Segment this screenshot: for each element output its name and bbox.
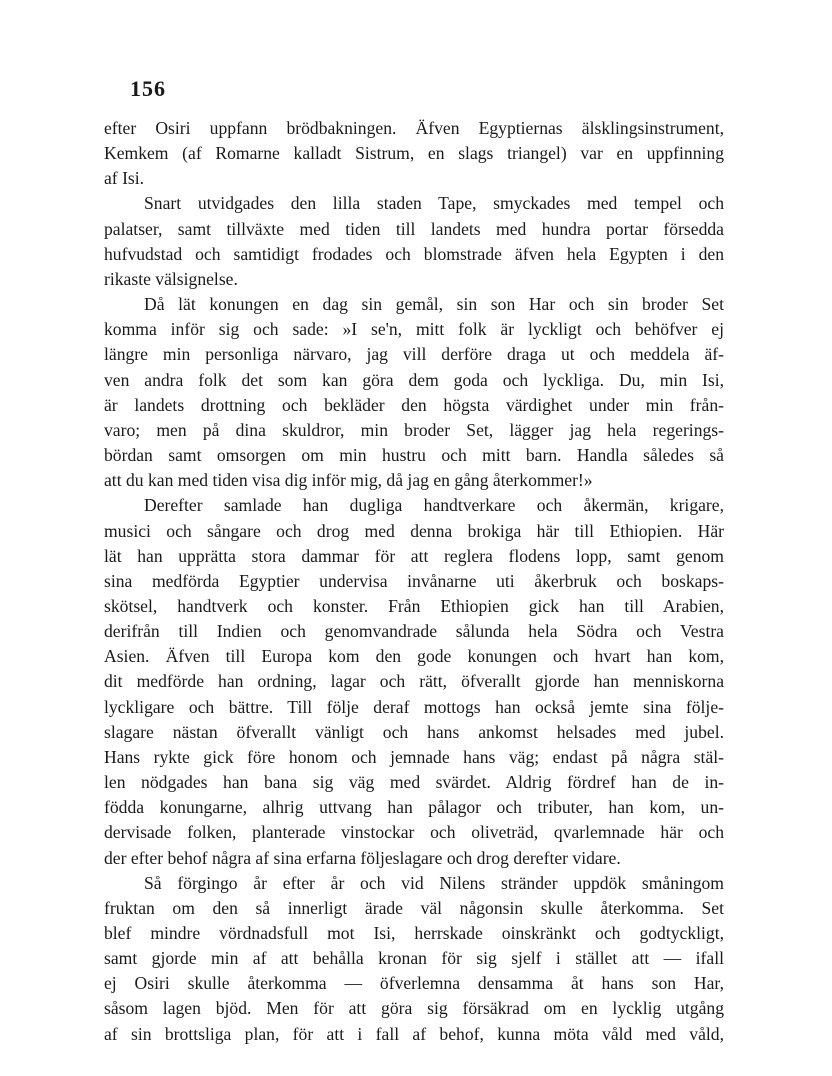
text-line: af Isi. xyxy=(104,168,145,189)
text-line: sina medförda Egyptier undervisa invånarne uti åkerbruk och boskaps- xyxy=(104,570,724,591)
text-line: att du kan med tiden visa dig inför mig, då jag en gång återkommer!» xyxy=(104,470,593,491)
text-line: rikaste välsignelse. xyxy=(104,268,238,289)
body-text xyxy=(104,116,724,1047)
text-line: der efter behof några af sina erfarna följeslagare och drog derefter vidare. xyxy=(104,847,621,868)
text-line: Snart utvidgades den lilla staden Tape, smyckades med tempel och xyxy=(144,193,724,214)
text-line: är landets drottning och bekläder den högsta värdighet under min från- xyxy=(104,394,724,415)
text-line: fruktan om den så innerligt ärade väl någonsin skulle återkomma. Set xyxy=(104,897,724,918)
paragraph xyxy=(104,116,724,191)
text-line: hufvudstad och samtidigt frodades och blomstrade äfven hela Egypten i den xyxy=(104,243,724,264)
text-line: blef mindre vördnadsfull mot Isi, herrskade oinskränkt och godtyckligt, xyxy=(104,923,724,943)
text-line: födda konungarne, alhrig uttvang han pålagor och tributer, han kom, un- xyxy=(104,797,724,818)
text-line: Hans rykte gick före honom och jemnade hans väg; endast på några stäl- xyxy=(104,746,724,767)
text-line: ven andra folk det som kan göra dem goda och lyckliga. Du, min Isi, xyxy=(104,369,724,390)
text-line: Derefter samlade han dugliga handtverkare och åkermän, krigare, xyxy=(144,495,724,516)
text-line: Kemkem (af Romarne kalladt Sistrum, en slags triangel) var en uppfinning xyxy=(104,143,724,164)
text-line: dit medförde han ordning, lagar och rätt, öfverallt gjorde han menniskorna xyxy=(104,671,724,692)
text-line: derifrån till Indien och genomvandrade sålunda hela Södra och Vestra xyxy=(104,621,724,642)
text-line: Då lät konungen en dag sin gemål, sin son Har och sin broder Set xyxy=(144,294,724,315)
text-line: af sin brottsliga plan, för att i fall af behof, kunna möta våld med våld, xyxy=(104,1023,724,1044)
text-line: lät han upprätta stora dammar för att reglera flodens lopp, samt genom xyxy=(104,545,724,566)
text-line: varo; men på dina skuldror, min broder Set, lägger jag hela regerings- xyxy=(104,419,724,440)
text-line: palatser, samt tillväxte med tiden till landets med hundra portar försedda xyxy=(104,218,724,239)
text-line: Så förgingo år efter år och vid Nilens stränder uppdök småningom xyxy=(144,872,724,893)
text-line: lyckligare och bättre. Till följe deraf mottogs han också jemte sina följe- xyxy=(104,696,724,717)
text-line: skötsel, handtverk och konster. Från Ethiopien gick han till Arabien, xyxy=(104,595,724,616)
text-line: längre min personliga närvaro, jag vill derföre draga ut och meddela äf- xyxy=(104,344,724,365)
text-line: slagare nästan öfverallt vänligt och hans ankomst helsades med jubel. xyxy=(104,721,724,742)
text-line: len nödgades han bana sig väg med svärdet. Aldrig fördref han de in- xyxy=(104,772,724,793)
text-line: bördan samt omsorgen om min hustru och mitt barn. Handla således så xyxy=(104,445,724,466)
text-line: komma inför sig och sade: »I se'n, mitt folk är lyckligt och behöfver ej xyxy=(104,319,724,340)
text-line: såsom lagen bjöd. Men för att göra sig försäkrad om en lycklig utgång xyxy=(104,998,724,1019)
text-line: efter Osiri uppfann brödbakningen. Äfven Egyptiernas älsklingsinstrument, xyxy=(104,118,724,138)
paragraph xyxy=(104,493,724,870)
paragraph xyxy=(104,871,724,1047)
text-line: ej Osiri skulle återkomma — öfverlemna densamma åt hans son Har, xyxy=(104,973,724,994)
text-line: samt gjorde min af att behålla kronan för sig sjelf i stället att — ifall xyxy=(104,948,724,969)
paragraph xyxy=(104,191,724,292)
text-line: dervisade folken, planterade vinstockar och oliveträd, qvarlemnade här och xyxy=(104,822,724,843)
text-line: Asien. Äfven till Europa kom den gode konungen och hvart han kom, xyxy=(104,646,724,667)
page-number: 156 xyxy=(130,76,166,101)
text-line: musici och sångare och drog med denna brokiga här till Ethiopien. Här xyxy=(104,520,724,541)
paragraph xyxy=(104,292,724,493)
